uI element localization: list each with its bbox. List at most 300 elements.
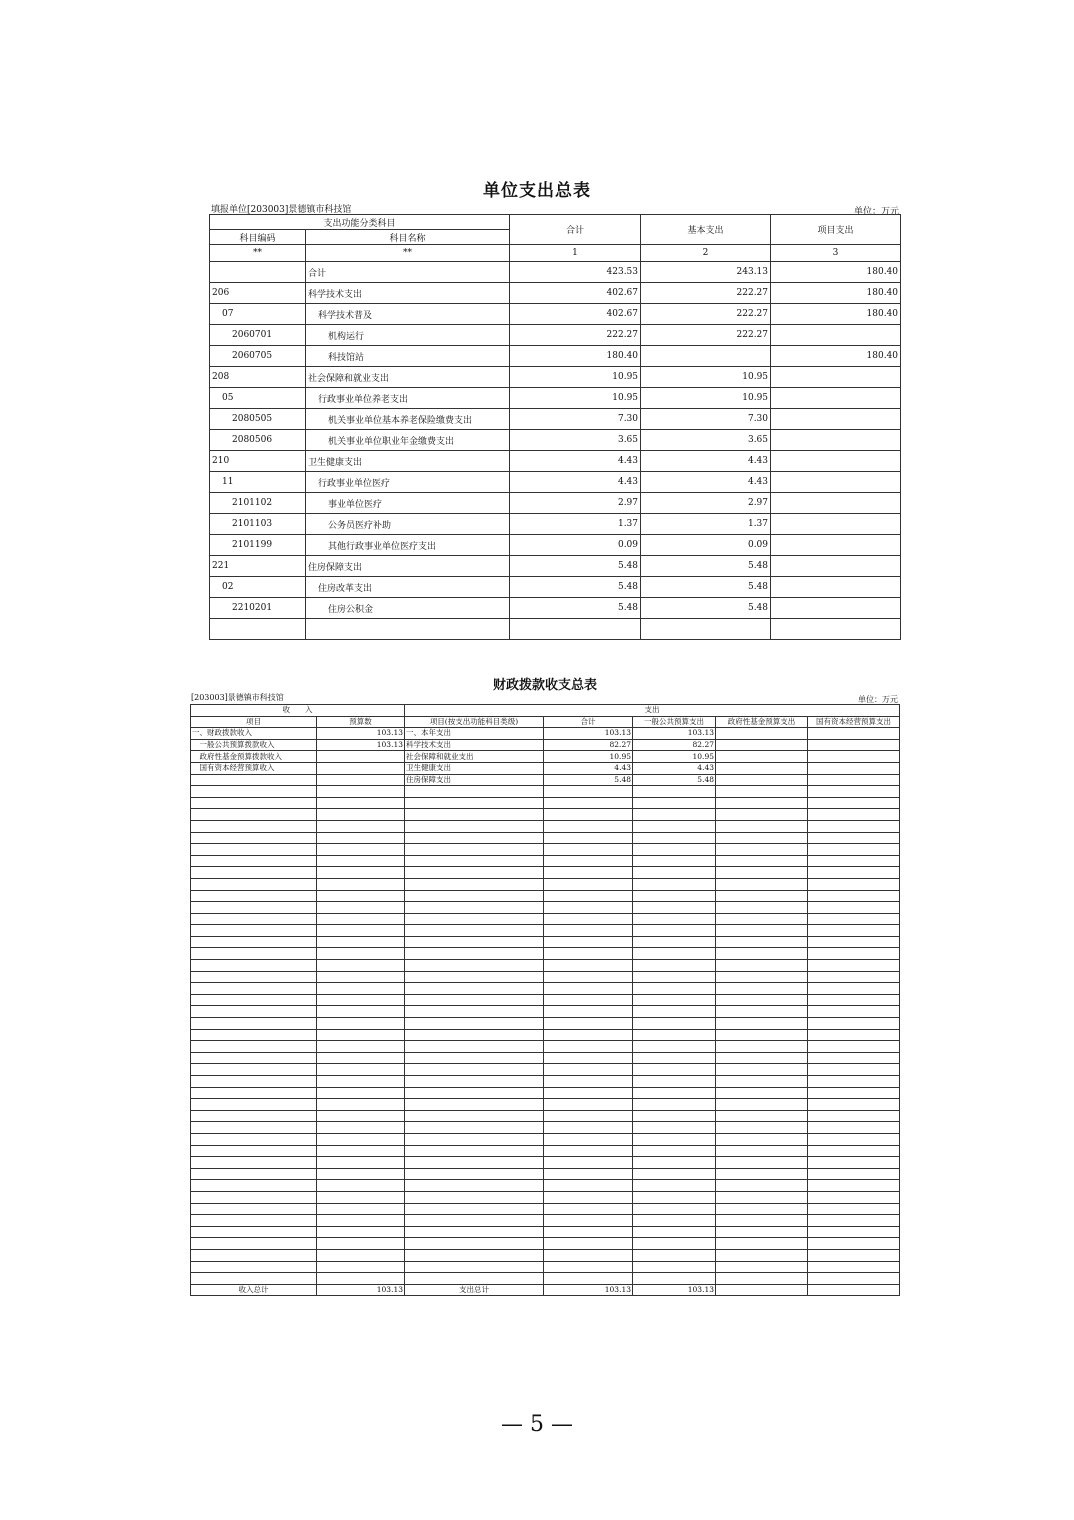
- cell-total: 7.30: [510, 409, 641, 430]
- cell-code: 11: [210, 472, 306, 493]
- table-row: [191, 1215, 900, 1227]
- cell-income-amount: [317, 1180, 405, 1192]
- table-row: [191, 913, 900, 925]
- cell-fund: [716, 1133, 808, 1145]
- cell-general: [633, 820, 716, 832]
- cell-total: 4.43: [510, 472, 641, 493]
- cell-income-amount: [317, 762, 405, 774]
- table-row: [191, 1249, 900, 1261]
- table-row: [191, 878, 900, 890]
- cell-fund: [716, 797, 808, 809]
- cell-capital: [808, 913, 900, 925]
- header-col1: 1: [510, 245, 641, 262]
- header-budget: 预算数: [317, 716, 405, 728]
- cell-total: [544, 1006, 633, 1018]
- cell-code: 2101102: [210, 493, 306, 514]
- cell-income-amount: [317, 844, 405, 856]
- table-row: [191, 925, 900, 937]
- cell-capital: [808, 1191, 900, 1203]
- cell-capital: [808, 855, 900, 867]
- cell-income-amount: [317, 1238, 405, 1250]
- cell-total: [544, 1133, 633, 1145]
- cell-capital: [808, 1099, 900, 1111]
- cell-capital: [808, 971, 900, 983]
- cell-income-amount: [317, 786, 405, 798]
- table-row: [191, 994, 900, 1006]
- cell-general: [633, 936, 716, 948]
- cell-total: [544, 1122, 633, 1134]
- cell-fund: [716, 1226, 808, 1238]
- table-row: [191, 855, 900, 867]
- cell-general: [633, 1006, 716, 1018]
- cell-general: [633, 1064, 716, 1076]
- cell-income-item: [191, 1006, 317, 1018]
- cell-total: [544, 994, 633, 1006]
- cell-fund: [716, 762, 808, 774]
- cell-total: 2.97: [510, 493, 641, 514]
- cell-project: [771, 619, 901, 640]
- cell-code: [210, 619, 306, 640]
- cell-general: [633, 1261, 716, 1273]
- cell-income-amount: [317, 948, 405, 960]
- cell-total: [544, 1180, 633, 1192]
- cell-general: [633, 1122, 716, 1134]
- cell-expense-item: [405, 1099, 544, 1111]
- cell-expense-item: [405, 1076, 544, 1088]
- cell-income-item: [191, 786, 317, 798]
- cell-income-amount: [317, 1122, 405, 1134]
- cell-fund: [716, 983, 808, 995]
- cell-total: [544, 820, 633, 832]
- cell-capital: [808, 960, 900, 972]
- cell-expense-item: [405, 1203, 544, 1215]
- cell-income-amount: [317, 1226, 405, 1238]
- cell-capital: [808, 1238, 900, 1250]
- cell-income-item: [191, 925, 317, 937]
- cell-fund: [716, 948, 808, 960]
- fiscal-appropriation-table: [190, 704, 900, 1296]
- cell-total: [544, 1191, 633, 1203]
- cell-total: [544, 1052, 633, 1064]
- cell-fund: [716, 936, 808, 948]
- cell-expense-item: [405, 1052, 544, 1064]
- cell-income-amount: [317, 832, 405, 844]
- cell-basic: 3.65: [641, 430, 771, 451]
- cell-basic: 1.37: [641, 514, 771, 535]
- table-row: [210, 619, 901, 640]
- table-row: [191, 820, 900, 832]
- cell-total: 82.27: [544, 739, 633, 751]
- cell-general: [633, 1226, 716, 1238]
- cell-expense-item: [405, 1157, 544, 1169]
- cell-total: 402.67: [510, 304, 641, 325]
- table-row: [210, 493, 901, 514]
- cell-income-amount: [317, 797, 405, 809]
- cell-code: 208: [210, 367, 306, 388]
- cell-total: 10.95: [510, 388, 641, 409]
- cell-total: [544, 1215, 633, 1227]
- cell-capital: [808, 1180, 900, 1192]
- header-col3: 3: [771, 245, 901, 262]
- cell-capital: [808, 1110, 900, 1122]
- cell-project: 180.40: [771, 304, 901, 325]
- cell-expense-item: [405, 820, 544, 832]
- cell-expense-item: 科学技术支出: [405, 739, 544, 751]
- table-row: [191, 867, 900, 879]
- cell-fund: [716, 751, 808, 763]
- cell-expense-item: [405, 1238, 544, 1250]
- cell-total: [544, 948, 633, 960]
- cell-total: [544, 832, 633, 844]
- table-row: [191, 1238, 900, 1250]
- cell-expense-item: [405, 1273, 544, 1285]
- cell-expense-item: [405, 878, 544, 890]
- cell-code: 206: [210, 283, 306, 304]
- cell-general: [633, 1168, 716, 1180]
- cell-income-amount: [317, 751, 405, 763]
- cell-total: 5.48: [544, 774, 633, 786]
- cell-fund: [716, 855, 808, 867]
- table-row: [191, 774, 900, 786]
- cell-expense-item: [405, 1249, 544, 1261]
- cell-capital: [808, 1064, 900, 1076]
- cell-expense-item: [405, 902, 544, 914]
- cell-capital: [808, 1145, 900, 1157]
- cell-general: [633, 1215, 716, 1227]
- cell-fund: [716, 1087, 808, 1099]
- cell-total: [544, 1203, 633, 1215]
- cell-general: [633, 832, 716, 844]
- cell-code: 2060705: [210, 346, 306, 367]
- cell-capital: [808, 820, 900, 832]
- cell-total: [544, 1110, 633, 1122]
- cell-capital: [808, 1168, 900, 1180]
- cell-general: 5.48: [633, 774, 716, 786]
- cell-capital: [808, 994, 900, 1006]
- cell-fund: [716, 844, 808, 856]
- cell-total: 1.37: [510, 514, 641, 535]
- header-name: 科目名称: [306, 230, 510, 245]
- cell-total: [544, 786, 633, 798]
- table-row: [191, 809, 900, 821]
- cell-capital: [808, 786, 900, 798]
- cell-capital: [808, 1203, 900, 1215]
- cell-general: [633, 994, 716, 1006]
- cell-income-item: [191, 1180, 317, 1192]
- cell-project: 180.40: [771, 346, 901, 367]
- cell-fund: [716, 1157, 808, 1169]
- cell-capital: [808, 1041, 900, 1053]
- cell-general: [633, 890, 716, 902]
- cell-name: 科学技术支出: [306, 283, 510, 304]
- cell-capital: [808, 983, 900, 995]
- cell-income-amount: [317, 936, 405, 948]
- cell-total: 222.27: [510, 325, 641, 346]
- cell-income-amount: [317, 1249, 405, 1261]
- cell-general: [633, 1076, 716, 1088]
- cell-income-amount: [317, 1261, 405, 1273]
- cell-expense-item: 住房保障支出: [405, 774, 544, 786]
- table-row: [191, 739, 900, 751]
- cell-general: 82.27: [633, 739, 716, 751]
- cell-income-amount: [317, 1006, 405, 1018]
- cell-capital: [808, 797, 900, 809]
- cell-fund: [716, 1261, 808, 1273]
- cell-income-item: 一般公共预算拨款收入: [191, 739, 317, 751]
- cell-expense-item: [405, 1168, 544, 1180]
- cell-expense-item: 卫生健康支出: [405, 762, 544, 774]
- cell-total: [544, 983, 633, 995]
- cell-income-amount: [317, 1064, 405, 1076]
- cell-fund: [716, 1238, 808, 1250]
- table-row: [191, 1099, 900, 1111]
- cell-income-item: [191, 1041, 317, 1053]
- table-row: [191, 960, 900, 972]
- cell-income-item: [191, 1273, 317, 1285]
- table1-unit-note: 单位：万元: [853, 207, 899, 217]
- cell-capital: [808, 1157, 900, 1169]
- cell-capital: [808, 1249, 900, 1261]
- cell-total: [544, 1087, 633, 1099]
- cell-income-amount: [317, 1133, 405, 1145]
- footer-expense-label: 支出总计: [405, 1284, 544, 1296]
- cell-income-item: [191, 1226, 317, 1238]
- table-row: [191, 751, 900, 763]
- table-row: [191, 728, 900, 740]
- table2-unit-label: [203003]景德镇市科技馆: [191, 693, 284, 702]
- cell-fund: [716, 820, 808, 832]
- cell-income-item: [191, 1064, 317, 1076]
- table-row: [191, 1064, 900, 1076]
- cell-income-item: [191, 1249, 317, 1261]
- cell-basic: [641, 346, 771, 367]
- cell-income-item: [191, 1261, 317, 1273]
- cell-basic: 10.95: [641, 367, 771, 388]
- table-row: [191, 1029, 900, 1041]
- header-total: 合计: [544, 716, 633, 728]
- cell-total: 103.13: [544, 728, 633, 740]
- cell-general: [633, 867, 716, 879]
- cell-total: [544, 1249, 633, 1261]
- cell-code: 2060701: [210, 325, 306, 346]
- cell-project: [771, 535, 901, 556]
- cell-income-item: [191, 994, 317, 1006]
- cell-capital: [808, 1076, 900, 1088]
- cell-fund: [716, 1018, 808, 1030]
- cell-fund: [716, 728, 808, 740]
- table-row: [191, 1133, 900, 1145]
- footer-income-label: 收入总计: [191, 1284, 317, 1296]
- cell-code: 02: [210, 577, 306, 598]
- header-col2: 2: [641, 245, 771, 262]
- cell-income-item: [191, 1133, 317, 1145]
- cell-total: [544, 797, 633, 809]
- cell-income-amount: [317, 855, 405, 867]
- cell-income-amount: [317, 1203, 405, 1215]
- cell-income-amount: [317, 1041, 405, 1053]
- cell-total: 180.40: [510, 346, 641, 367]
- cell-general: 10.95: [633, 751, 716, 763]
- cell-income-amount: [317, 878, 405, 890]
- cell-income-amount: [317, 983, 405, 995]
- footer-total: 103.13: [544, 1284, 633, 1296]
- cell-income-item: [191, 797, 317, 809]
- cell-name: 行政事业单位养老支出: [306, 388, 510, 409]
- cell-code: 2080505: [210, 409, 306, 430]
- table-row: [191, 1157, 900, 1169]
- cell-fund: [716, 913, 808, 925]
- cell-basic: 222.27: [641, 325, 771, 346]
- cell-project: [771, 556, 901, 577]
- table-row: [191, 786, 900, 798]
- cell-total: [544, 878, 633, 890]
- page-number: — 5 —: [501, 1412, 573, 1437]
- cell-basic: 0.09: [641, 535, 771, 556]
- cell-code: 210: [210, 451, 306, 472]
- table-row: [210, 388, 901, 409]
- table-row: [210, 556, 901, 577]
- cell-capital: [808, 809, 900, 821]
- cell-expense-item: [405, 786, 544, 798]
- table-row: [210, 367, 901, 388]
- cell-income-item: 政府性基金预算拨款收入: [191, 751, 317, 763]
- cell-project: [771, 577, 901, 598]
- cell-basic: 5.48: [641, 577, 771, 598]
- cell-income-amount: [317, 971, 405, 983]
- cell-capital: [808, 890, 900, 902]
- table-row: [191, 902, 900, 914]
- cell-total: [544, 936, 633, 948]
- cell-income-amount: [317, 1018, 405, 1030]
- cell-fund: [716, 994, 808, 1006]
- cell-capital: [808, 936, 900, 948]
- cell-capital: [808, 1261, 900, 1273]
- cell-code: 2101103: [210, 514, 306, 535]
- cell-capital: [808, 1018, 900, 1030]
- cell-income-amount: [317, 1052, 405, 1064]
- cell-expense-item: [405, 1226, 544, 1238]
- cell-capital: [808, 902, 900, 914]
- table-row: [191, 1052, 900, 1064]
- cell-general: [633, 925, 716, 937]
- cell-income-item: [191, 832, 317, 844]
- cell-income-amount: [317, 913, 405, 925]
- cell-general: [633, 913, 716, 925]
- cell-total: 5.48: [510, 598, 641, 619]
- cell-fund: [716, 1191, 808, 1203]
- cell-general: [633, 1087, 716, 1099]
- header-code-mark: **: [210, 245, 306, 262]
- cell-capital: [808, 762, 900, 774]
- table-row: [191, 1122, 900, 1134]
- cell-income-amount: [317, 1087, 405, 1099]
- cell-income-item: [191, 913, 317, 925]
- cell-total: 10.95: [544, 751, 633, 763]
- cell-expense-item: [405, 913, 544, 925]
- cell-expense-item: [405, 925, 544, 937]
- cell-basic: 243.13: [641, 262, 771, 283]
- cell-project: [771, 409, 901, 430]
- table-row: [191, 1273, 900, 1285]
- table-row: [191, 1076, 900, 1088]
- cell-name: 社会保障和就业支出: [306, 367, 510, 388]
- cell-total: 10.95: [510, 367, 641, 388]
- cell-income-amount: [317, 867, 405, 879]
- cell-name: 卫生健康支出: [306, 451, 510, 472]
- cell-income-item: [191, 809, 317, 821]
- cell-general: [633, 1249, 716, 1261]
- cell-project: [771, 493, 901, 514]
- cell-income-item: [191, 1122, 317, 1134]
- cell-total: 3.65: [510, 430, 641, 451]
- cell-income-amount: [317, 1168, 405, 1180]
- cell-income-item: [191, 1029, 317, 1041]
- cell-income-item: [191, 855, 317, 867]
- cell-income-item: [191, 867, 317, 879]
- table-row: [191, 762, 900, 774]
- cell-expense-item: [405, 1122, 544, 1134]
- cell-capital: [808, 1273, 900, 1285]
- cell-general: [633, 983, 716, 995]
- cell-general: [633, 855, 716, 867]
- cell-project: [771, 598, 901, 619]
- cell-general: [633, 902, 716, 914]
- cell-income-amount: [317, 1157, 405, 1169]
- cell-general: [633, 809, 716, 821]
- cell-code: [210, 262, 306, 283]
- cell-income-amount: [317, 1215, 405, 1227]
- table-row: [191, 1180, 900, 1192]
- cell-name: 住房公积金: [306, 598, 510, 619]
- table-row: [191, 936, 900, 948]
- cell-capital: [808, 1133, 900, 1145]
- cell-income-amount: [317, 1029, 405, 1041]
- cell-total: [544, 913, 633, 925]
- header-category: 支出功能分类科目: [210, 215, 510, 230]
- cell-total: 5.48: [510, 556, 641, 577]
- cell-expense-item: [405, 867, 544, 879]
- cell-total: 5.48: [510, 577, 641, 598]
- cell-income-item: [191, 1238, 317, 1250]
- cell-expense-item: [405, 1029, 544, 1041]
- cell-total: 0.09: [510, 535, 641, 556]
- cell-total: [510, 619, 641, 640]
- cell-fund: [716, 890, 808, 902]
- cell-name: 事业单位医疗: [306, 493, 510, 514]
- cell-general: [633, 1180, 716, 1192]
- cell-total: [544, 809, 633, 821]
- cell-general: [633, 1238, 716, 1250]
- table-row: [210, 535, 901, 556]
- cell-name: 行政事业单位医疗: [306, 472, 510, 493]
- cell-income-item: [191, 1157, 317, 1169]
- table-row: [191, 1191, 900, 1203]
- cell-income-amount: [317, 1110, 405, 1122]
- cell-general: [633, 786, 716, 798]
- cell-project: [771, 514, 901, 535]
- cell-basic: 5.48: [641, 556, 771, 577]
- cell-fund: [716, 786, 808, 798]
- cell-fund: [716, 1110, 808, 1122]
- cell-fund: [716, 1203, 808, 1215]
- cell-total: [544, 1226, 633, 1238]
- cell-total: 423.53: [510, 262, 641, 283]
- cell-general: [633, 878, 716, 890]
- cell-expense-item: [405, 890, 544, 902]
- cell-total: [544, 1064, 633, 1076]
- header-general: 一般公共预算支出: [633, 716, 716, 728]
- cell-income-item: [191, 1076, 317, 1088]
